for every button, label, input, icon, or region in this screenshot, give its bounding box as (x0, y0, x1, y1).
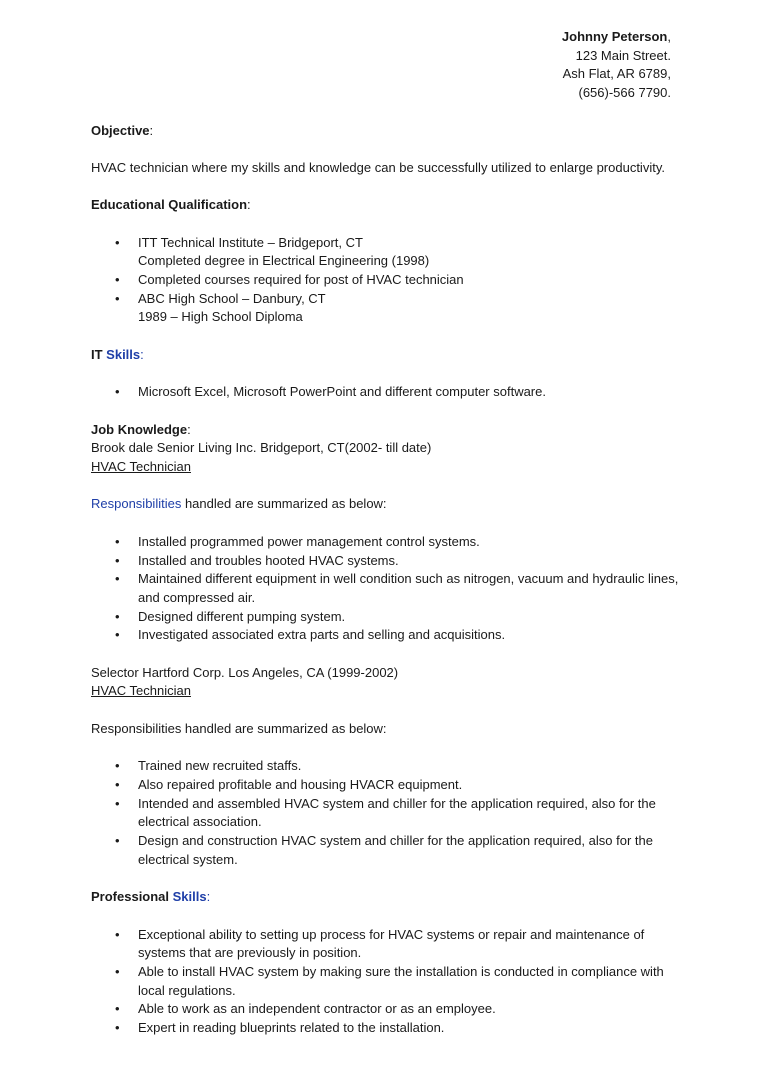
contact-street: 123 Main Street. (575, 47, 671, 63)
bullet-icon: • (115, 776, 120, 792)
bullet-icon: • (115, 290, 120, 306)
list-item: • Trained new recruited staffs. (91, 757, 681, 776)
bullet-icon: • (115, 627, 120, 643)
education-list (91, 234, 681, 328)
professional-skills-list (91, 926, 681, 1038)
bullet-icon: • (115, 571, 120, 587)
bullet-icon: • (115, 1020, 120, 1036)
list-item: • Able to work as an independent contractor or as an employee. (91, 1000, 681, 1019)
job1-company: Brook dale Senior Living Inc. Bridgeport, CT(2002- till date) (91, 440, 432, 456)
list-item: • ABC High School – Danbury, CT 1989 – High School Diploma (115, 290, 326, 325)
contact-city: Ash Flat, AR 6789, (562, 66, 671, 82)
bullet-icon: • (115, 608, 120, 624)
education-heading: Educational Qualification: (91, 197, 251, 213)
bullet-icon: • (115, 384, 120, 400)
job2-responsibilities-list (91, 757, 681, 869)
list-item: • Installed programmed power management control systems. (91, 533, 681, 552)
bullet-icon: • (115, 234, 120, 250)
job2-title: HVAC Technician (91, 683, 191, 699)
objective-heading: Objective: (91, 122, 154, 138)
objective-text: HVAC technician where my skills and knowledge can be successfully utilized to enlarge productivity. (91, 159, 665, 175)
job2-company: Selector Hartford Corp. Los Angeles, CA (1999-2002) (91, 664, 399, 680)
bullet-icon: • (115, 552, 120, 568)
bullet-icon: • (115, 833, 120, 849)
list-item: • Also repaired profitable and housing HVACR equipment. (91, 776, 681, 795)
professional-skills-heading: Professional Skills: (91, 889, 211, 905)
contact-header (91, 28, 671, 103)
job2-responsibilities-intro: Responsibilities handled are summarized as below: (91, 720, 387, 736)
job-knowledge-heading: Job Knowledge: (91, 421, 191, 437)
list-item: • Installed and troubles hooted HVAC systems. (91, 552, 681, 571)
list-item: • Exceptional ability to setting up process for HVAC systems or repair and maintenance of systems that are previously in position. (115, 926, 645, 961)
contact-name: Johnny Peterson (561, 29, 668, 44)
bullet-icon: • (115, 758, 120, 774)
contact-phone: (656)-566 7790. (578, 85, 671, 101)
list-item: • Microsoft Excel, Microsoft PowerPoint and different computer software. (91, 383, 681, 402)
contact-name-line: Johnny Peterson, (561, 29, 671, 44)
job1-responsibilities-intro: Responsibilities handled are summarized as below: (91, 496, 387, 512)
list-item: • Intended and assembled HVAC system and chiller for the application required, also for the electrical association. (115, 795, 656, 830)
bullet-icon: • (115, 272, 120, 288)
bullet-icon: • (115, 926, 120, 942)
list-item: • Designed different pumping system. (91, 608, 681, 627)
bullet-icon: • (115, 1001, 120, 1017)
resume-page (91, 28, 681, 1038)
list-item: • ITT Technical Institute – Bridgeport, CT Completed degree in Electrical Engineering (1998) (115, 234, 430, 269)
it-skills-heading: IT Skills: (91, 346, 144, 362)
bullet-icon: • (115, 795, 120, 811)
job1-responsibilities-list (91, 533, 681, 645)
list-item: • Design and construction HVAC system and chiller for the application required, also for the electrical system. (115, 833, 653, 867)
list-item: • Completed courses required for post of HVAC technician (91, 271, 681, 290)
it-skills-list (91, 383, 681, 402)
list-item: • Maintained different equipment in well condition such as nitrogen, vacuum and hydraulic lines, and compressed air. (115, 571, 679, 605)
bullet-icon: • (115, 963, 120, 979)
list-item: • Expert in reading blueprints related to the installation. (91, 1019, 681, 1038)
job1-title: HVAC Technician (91, 459, 191, 475)
bullet-icon: • (115, 533, 120, 549)
list-item: • Investigated associated extra parts and selling and acquisitions. (91, 626, 681, 645)
list-item: • Able to install HVAC system by making sure the installation is conducted in compliance with local regulations. (115, 963, 664, 998)
